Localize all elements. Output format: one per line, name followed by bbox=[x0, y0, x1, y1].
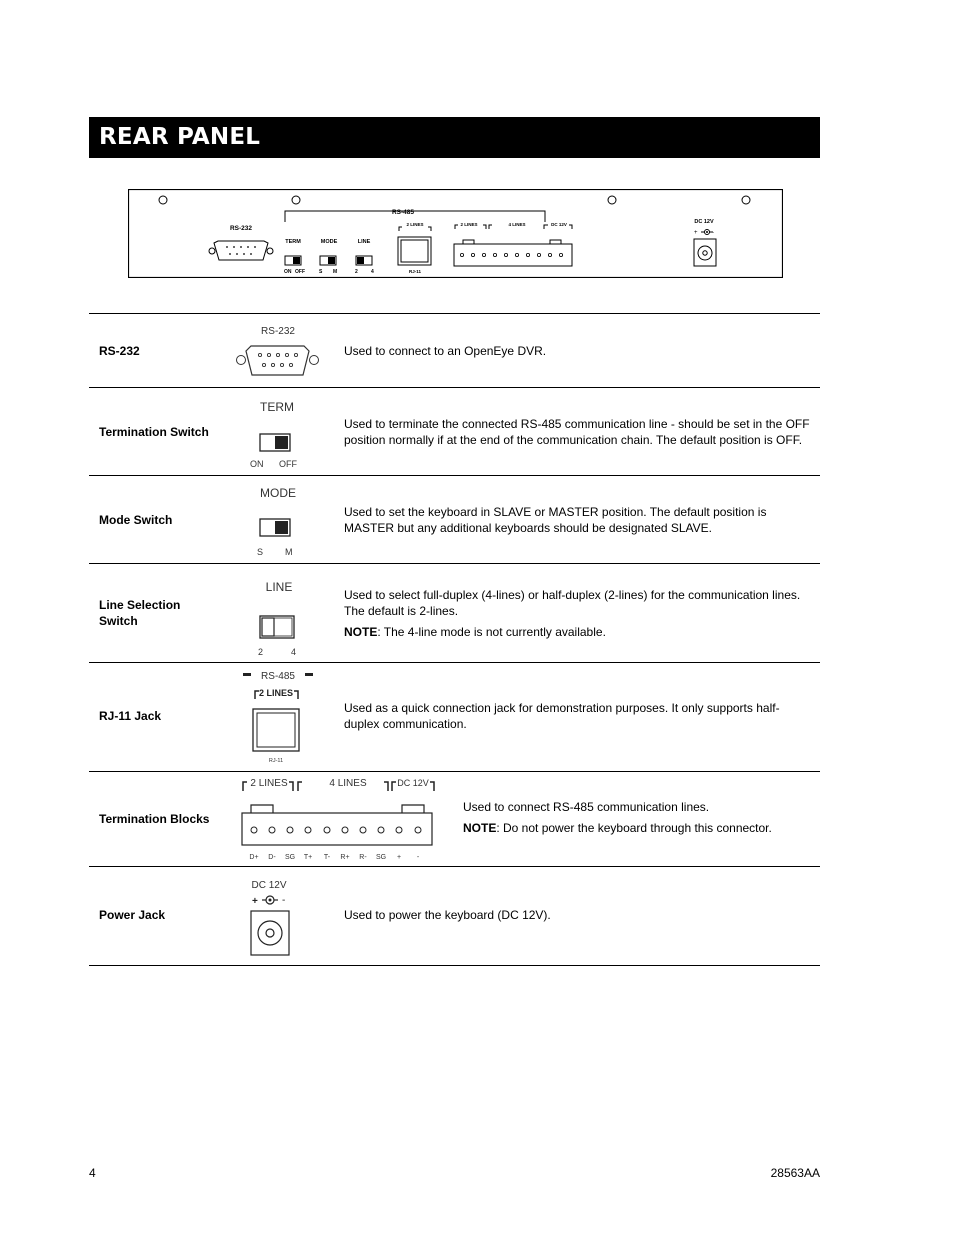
row-label: Line Selection Switch bbox=[99, 598, 181, 628]
icon-position-label: 4 bbox=[291, 647, 297, 657]
line-2-label: 2 bbox=[355, 269, 358, 275]
table-row bbox=[89, 771, 820, 866]
rear-panel-diagram bbox=[128, 189, 783, 278]
icon-group-label: 4 LINES bbox=[329, 778, 367, 789]
rs485-label: RS-485 bbox=[391, 209, 415, 216]
page-number: 4 bbox=[89, 1166, 96, 1180]
row-label: Termination Switch bbox=[99, 425, 209, 439]
row-label: Termination Blocks bbox=[99, 812, 210, 826]
term-label: TERM bbox=[285, 239, 301, 245]
mode-switch-icon bbox=[244, 484, 314, 559]
row-description: Used to connect RS-485 communication lines. bbox=[463, 800, 710, 814]
table-row bbox=[89, 662, 820, 771]
icon-caption: RS-485 bbox=[261, 671, 295, 682]
terminal-block-icon bbox=[237, 775, 442, 865]
icon-position-label: S bbox=[257, 547, 264, 557]
icon-polarity-label: - bbox=[282, 895, 286, 906]
table-row bbox=[89, 313, 820, 387]
section-title-bar bbox=[89, 117, 820, 158]
pin-label: T- bbox=[323, 854, 331, 861]
pin-label: D+ bbox=[249, 854, 259, 861]
icon-caption: DC 12V bbox=[251, 880, 287, 891]
tb-dc12v-label: DC 12V bbox=[551, 222, 567, 227]
note-text: : The 4-line mode is not currently available. bbox=[377, 625, 606, 639]
icon-caption: TERM bbox=[260, 400, 294, 414]
connector-table bbox=[89, 313, 820, 966]
row-label: Power Jack bbox=[99, 908, 166, 922]
row-label: Mode Switch bbox=[99, 513, 173, 527]
icon-group-label: DC 12V bbox=[397, 778, 429, 788]
rj11-label: RJ-11 bbox=[408, 269, 422, 274]
pin-label: - bbox=[416, 854, 420, 861]
pin-label: SG bbox=[375, 854, 387, 861]
icon-position-label: 2 bbox=[258, 647, 264, 657]
tb-4lines-label: 4 LINES bbox=[508, 222, 526, 227]
icon-subcaption: 2 LINES bbox=[258, 688, 294, 698]
section-title: REAR PANEL bbox=[99, 124, 261, 150]
rs232-label: RS-232 bbox=[229, 225, 253, 232]
icon-position-label: M bbox=[285, 547, 293, 557]
note-label: NOTE bbox=[344, 625, 378, 639]
table-row bbox=[89, 475, 820, 563]
pin-label: R- bbox=[359, 854, 367, 861]
table-row bbox=[89, 866, 820, 966]
icon-caption: MODE bbox=[260, 486, 296, 500]
icon-bottom-label: RJ-11 bbox=[268, 758, 284, 764]
icon-position-label: ON bbox=[250, 459, 264, 469]
mode-m-label: M bbox=[333, 269, 338, 275]
icon-group-label: 2 LINES bbox=[250, 778, 288, 789]
rj11-2lines-label: 2 LINES bbox=[406, 222, 424, 227]
dc-plus-label: + bbox=[694, 230, 698, 236]
icon-position-label: OFF bbox=[279, 459, 297, 469]
icon-caption: RS-232 bbox=[261, 326, 295, 337]
row-label: RS-232 bbox=[99, 344, 140, 358]
row-note bbox=[463, 820, 813, 836]
pin-label: T+ bbox=[303, 854, 313, 861]
rj11-jack-icon bbox=[239, 669, 319, 769]
mode-label: MODE bbox=[320, 239, 338, 245]
line-label: LINE bbox=[357, 239, 371, 245]
row-description: Used to power the keyboard (DC 12V). bbox=[344, 908, 551, 922]
pin-label: + bbox=[396, 854, 402, 861]
dc-minus-label: - bbox=[712, 230, 714, 236]
mode-s-label: S bbox=[319, 269, 323, 275]
line-4-label: 4 bbox=[371, 269, 374, 275]
table-row bbox=[89, 387, 820, 475]
table-row bbox=[89, 563, 820, 662]
icon-polarity-label: + bbox=[252, 896, 258, 907]
pin-label: D- bbox=[268, 854, 276, 861]
icon-caption: LINE bbox=[265, 580, 293, 594]
note-text: : Do not power the keyboard through this connector. bbox=[496, 821, 772, 835]
row-description: Used to select full-duplex (4-lines) or half-duplex (2-lines) for the communication lines. The default is 2-lines. bbox=[344, 588, 801, 618]
row-note bbox=[344, 624, 814, 640]
term-on-label: ON bbox=[284, 269, 292, 275]
note-label: NOTE bbox=[463, 821, 497, 835]
row-description: Used to connect to an OpenEye DVR. bbox=[344, 344, 547, 358]
pin-label: R+ bbox=[340, 854, 350, 861]
tb-2lines-label: 2 LINES bbox=[460, 222, 478, 227]
term-switch-icon bbox=[244, 397, 314, 472]
rs232-connector-icon bbox=[234, 323, 324, 383]
power-jack-icon bbox=[244, 875, 314, 963]
dc12v-label: DC 12V bbox=[694, 219, 714, 225]
document-id: 28563AA bbox=[770, 1166, 820, 1180]
row-description: Used to terminate the connected RS-485 communication line - should be set in the OFF position normally if at the end of the communication chain. The default position is OFF. bbox=[344, 417, 810, 447]
pin-label: SG bbox=[284, 854, 296, 861]
row-label: RJ-11 Jack bbox=[99, 709, 162, 723]
term-off-label: OFF bbox=[295, 269, 305, 275]
row-description: Used to set the keyboard in SLAVE or MASTER position. The default position is MASTER but any additional keyboards should be designated SLAVE. bbox=[344, 505, 767, 535]
line-switch-icon bbox=[244, 574, 314, 659]
row-description: Used as a quick connection jack for demonstration purposes. It only supports half-duplex communication. bbox=[344, 701, 780, 731]
